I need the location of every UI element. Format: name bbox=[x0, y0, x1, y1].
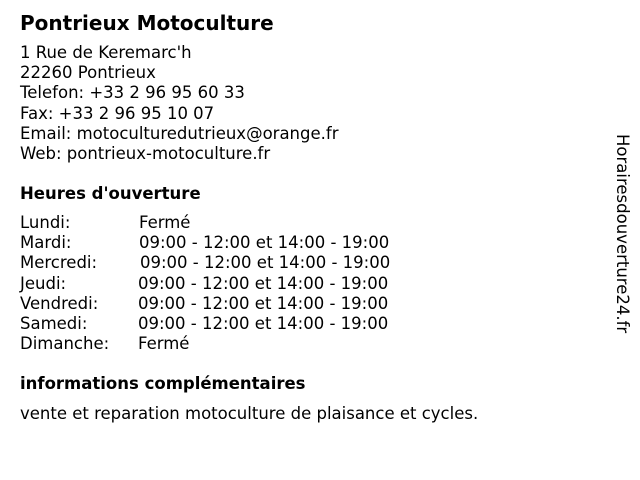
day-hours: 09:00 - 12:00 et 14:00 - 19:00 bbox=[140, 253, 391, 273]
day-label: Samedi: bbox=[20, 313, 88, 333]
contact-block bbox=[20, 43, 338, 164]
additional-info-text: vente et reparation motoculture de plaisance et cycles. bbox=[20, 404, 479, 423]
day-hours: 09:00 - 12:00 et 14:00 - 19:00 bbox=[138, 313, 389, 333]
website: Web: pontrieux-motoculture.fr bbox=[20, 144, 271, 164]
site-watermark: Horairesdouverture24.fr bbox=[613, 134, 632, 334]
day-label: Dimanche: bbox=[20, 334, 110, 354]
postal-city: 22260 Pontrieux bbox=[20, 63, 156, 83]
opening-hours-heading: Heures d'ouverture bbox=[20, 184, 201, 203]
day-hours: Fermé bbox=[139, 213, 191, 232]
business-name: Pontrieux Motoculture bbox=[20, 11, 274, 35]
day-hours: 09:00 - 12:00 et 14:00 - 19:00 bbox=[138, 293, 389, 313]
street-address: 1 Rue de Keremarc'h bbox=[20, 43, 192, 62]
day-hours: 09:00 - 12:00 et 14:00 - 19:00 bbox=[138, 273, 389, 293]
day-label: Lundi: bbox=[20, 213, 71, 232]
additional-info-heading: informations complémentaires bbox=[20, 374, 306, 393]
day-hours: 09:00 - 12:00 et 14:00 - 19:00 bbox=[139, 233, 390, 253]
day-label: Mardi: bbox=[20, 233, 72, 253]
email-address: Email: motoculturedutrieux@orange.fr bbox=[20, 123, 339, 143]
day-label: Vendredi: bbox=[20, 293, 99, 313]
day-label: Mercredi: bbox=[20, 253, 98, 273]
day-hours: Fermé bbox=[138, 334, 190, 354]
fax-number: Fax: +33 2 96 95 10 07 bbox=[20, 103, 215, 123]
phone-number: Telefon: +33 2 96 95 60 33 bbox=[20, 83, 245, 103]
day-label: Jeudi: bbox=[20, 273, 67, 293]
